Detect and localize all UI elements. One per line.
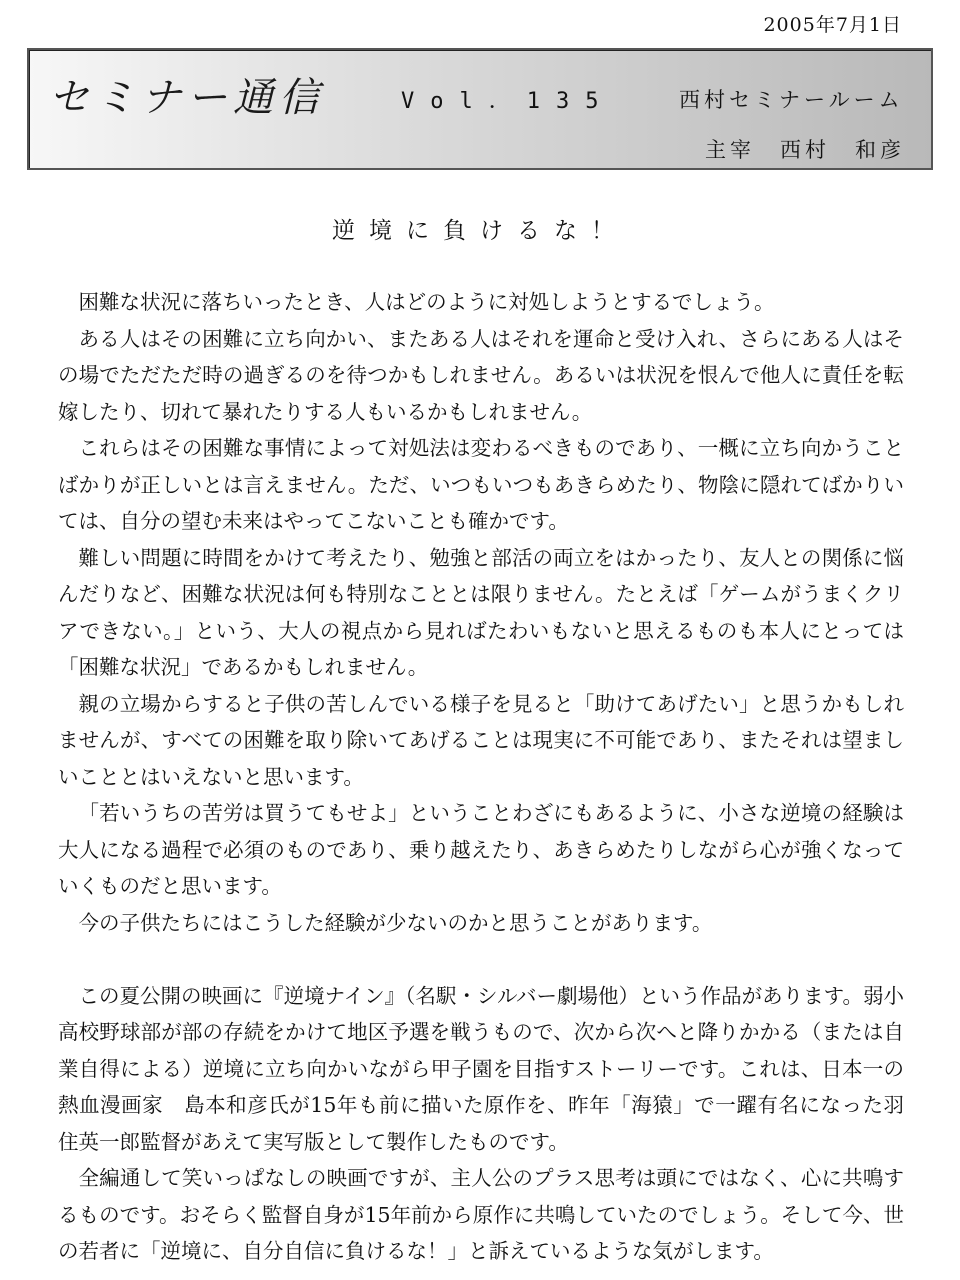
- newsletter-title: セミナー通信: [49, 75, 325, 121]
- article-body: [58, 284, 904, 1270]
- paragraph: 困難な状況に落ちいったとき、人はどのように対処しようとするでしょう。: [78, 290, 775, 314]
- paragraph: これらはその困難な事情によって対処法は変わるべきものであり、一概に立ち向かうことばかりが正しいとは言えません。ただ、いつもいつもあきらめたり、物陰に隠れてばかりいては、自分の望む未来はやってこないことも確かです。: [58, 436, 904, 533]
- issue-date: 2005年7月1日: [763, 14, 902, 36]
- paragraph: 今の子供たちにはこうした経験が少ないのかと思うことがあります。: [78, 910, 713, 935]
- paragraph: この夏公開の映画に『逆境ナイン』（名駅・シルバー劇場他）という作品があります。弱小高校野球部が部の存続をかけて地区予選を戦うもので、次から次へと降りかかる（または自業自得による）逆境に立ち向かいながら甲子園を目指すストーリーです。これは、日本一の熱血漫画家 島本和彦氏が15年も前に描いた原作を、昨年「海猿」で一躍有名になった羽住英一郎監督があえて実写版として製作したものです。: [58, 983, 904, 1154]
- organization-name: 西村セミナールーム: [679, 88, 904, 112]
- paragraph: ある人はその困難に立ち向かい、またある人はそれを運命と受け入れ、さらにある人はその場でただただ時の過ぎるのを待つかもしれません。あるいは状況を恨んで他人に責任を転嫁したり、切れて暴れたりする人もいるかもしれません。: [58, 326, 904, 424]
- paragraph: 親の立場からすると子供の苦しんでいる様子を見ると「助けてあげたい」と思うかもしれませんが、すべての困難を取り除いてあげることは現実に不可能であり、またそれは望ましいこととはいえないと思います。: [58, 691, 904, 789]
- article-headline: 逆境に負けるな！: [332, 218, 628, 244]
- volume-number: Vol．135: [401, 89, 615, 114]
- section-break: [58, 941, 904, 978]
- editor-name: 主宰 西村 和彦: [705, 138, 905, 162]
- paragraph: 「若いうちの苦労は買うてもせよ」ということわざにもあるように、小さな逆境の経験は大人になる過程で必須のものであり、乗り越えたり、あきらめたりしながら心が強くなっていくものだと思います。: [58, 801, 904, 898]
- newsletter-masthead: [27, 48, 933, 170]
- paragraph: 難しい問題に時間をかけて考えたり、勉強と部活の両立をはかったり、友人との関係に悩んだりなど、困難な状況は何も特別なこととは限りません。たとえば「ゲームがうまくクリアできない。」という、大人の視点から見ればたわいもないと思えるものも本人にとっては「困難な状況」であるかもしれません。: [58, 545, 904, 679]
- paragraph: 全編通して笑いっぱなしの映画ですが、主人公のプラス思考は頭にではなく、心に共鳴するものです。おそらく監督自身が15年前から原作に共鳴していたのでしょう。そして今、世の若者に「逆境に、自分自信に負けるな！」と訴えているような気がします。: [58, 1166, 904, 1263]
